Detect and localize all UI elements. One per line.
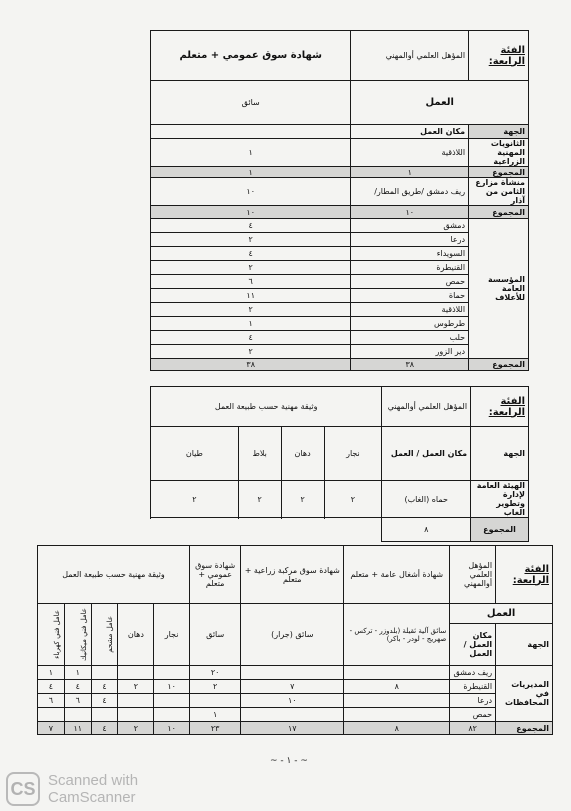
entity-header: الجهة <box>471 427 529 481</box>
trade-header: نجار <box>324 427 382 481</box>
total-value: ١٠ <box>151 206 351 219</box>
trade-header: عامل فني ميكانيك <box>79 608 88 661</box>
table-drivers-fourth-category <box>150 30 529 371</box>
entity-name: منشأة مزارع الثامن من آذار <box>469 178 529 206</box>
heavy-driver-header: سائق آلية ثقيلة (بلدوزر - تركس - صهريج - لودر - باكر) <box>344 604 450 666</box>
value-cell: ٢ <box>151 481 239 518</box>
trade-cell <box>91 708 118 722</box>
trade-header: دهان <box>118 604 154 666</box>
place-cell: حماه (الغاب) <box>382 481 471 518</box>
total-trade: ٢ <box>118 722 154 735</box>
certificate-header: شهادة سوق عمومي + متعلم <box>151 31 351 81</box>
general-cell: ٢ <box>189 680 240 694</box>
total-place: ٣٨ <box>351 359 469 371</box>
driver-header: سائق <box>151 81 351 125</box>
total-value: ٣٨ <box>151 359 351 371</box>
trade-cell <box>118 666 154 680</box>
total-heavy: ٨ <box>344 722 450 735</box>
trade-cell <box>154 708 190 722</box>
table-directorates <box>37 545 553 735</box>
scanner-line-2: CamScanner <box>48 789 136 806</box>
place-cell: حلب <box>351 331 469 345</box>
value-cell: ٢ <box>151 345 351 359</box>
entity-name: المديريات في المحافظات <box>496 666 553 722</box>
total-label: المجموع <box>496 722 553 735</box>
scanner-line-1: Scanned with <box>48 772 139 789</box>
value-cell: ٢ <box>151 261 351 275</box>
camscanner-logo-icon: CS <box>6 772 40 806</box>
trade-cell <box>154 666 190 680</box>
workplace-header: مكان العمل / العمل <box>382 427 471 481</box>
qualification-label: المؤهل العلمي أوالمهني <box>351 31 469 81</box>
trade-cell: ٤ <box>91 694 118 708</box>
place-cell: دير الزور <box>351 345 469 359</box>
entity-name: الهيئة العامة لإدارة وتطوير الغاب <box>471 481 529 518</box>
trade-cell: ٦ <box>64 694 91 708</box>
trade-cell: ٤ <box>91 680 118 694</box>
general-cell <box>189 694 240 708</box>
place-cell: طرطوس <box>351 317 469 331</box>
place-cell: ريف دمشق /طريق المطار/ <box>351 178 469 206</box>
entity-header: الجهة <box>469 125 529 139</box>
trade-header-cell <box>91 604 118 666</box>
place-cell: القنيطرة <box>351 261 469 275</box>
entity-header: الجهة <box>496 624 553 666</box>
place-cell: السويداء <box>351 247 469 261</box>
category-title: الفئة الرابعة: <box>496 546 553 604</box>
cert-general-header: شهادة سوق عمومي + متعلم <box>189 546 240 604</box>
heavy-cell <box>344 708 450 722</box>
place-cell: اللاذقية <box>351 139 469 167</box>
value-cell: ١ <box>151 139 351 167</box>
heavy-cell <box>344 666 450 680</box>
total-all: ٨٢ <box>450 722 496 735</box>
trade-header: عامل مشحم <box>106 616 115 653</box>
trade-cell <box>118 694 154 708</box>
agri-cell: ١٠ <box>241 694 344 708</box>
trade-header: بلاط <box>238 427 281 481</box>
total-trade: ٤ <box>91 722 118 735</box>
place-cell: القنيطرة <box>450 680 496 694</box>
value-cell: ٢ <box>324 481 382 518</box>
camscanner-watermark <box>48 772 138 806</box>
trade-cell: ٤ <box>38 680 65 694</box>
page-number: ~ - ١ - ~ <box>270 756 308 766</box>
value-cell: ٦ <box>151 275 351 289</box>
category-title: الفئة الرابعة: <box>471 387 529 427</box>
value-cell: ٢ <box>151 303 351 317</box>
value-cell: ١١ <box>151 289 351 303</box>
trade-header: دهان <box>281 427 324 481</box>
workplace-header: مكان العمل / العمل <box>450 624 496 666</box>
value-cell: ٤ <box>151 331 351 345</box>
trade-cell: ١ <box>64 666 91 680</box>
value-cell: ٤ <box>151 247 351 261</box>
qualification-label: المؤهل العلمي أوالمهني <box>382 387 471 427</box>
heavy-cell <box>344 694 450 708</box>
trade-cell: ١ <box>38 666 65 680</box>
value-cell: ٢ <box>281 481 324 518</box>
trade-header: نجار <box>154 604 190 666</box>
total-value: ١ <box>151 167 351 178</box>
trade-cell <box>154 694 190 708</box>
trade-header: طيان <box>151 427 239 481</box>
value-cell: ١٠ <box>151 178 351 206</box>
general-cell: ١ <box>189 708 240 722</box>
place-cell: دمشق <box>351 219 469 233</box>
total-label: المجموع <box>469 359 529 371</box>
driver-header: سائق <box>189 604 240 666</box>
value-cell: ٢ <box>151 233 351 247</box>
agri-cell: ٧ <box>241 680 344 694</box>
document-header: وثيقة مهنية حسب طبيعة العمل <box>151 387 382 427</box>
total-trade: ٧ <box>38 722 65 735</box>
total-general: ٢٣ <box>189 722 240 735</box>
general-cell: ٢٠ <box>189 666 240 680</box>
agri-cell <box>241 666 344 680</box>
table-professional-doc <box>150 386 529 542</box>
trade-header: عامل فني كهرباء <box>52 610 61 659</box>
total-place: ١ <box>351 167 469 178</box>
place-cell: حمص <box>351 275 469 289</box>
cert-agri-header: شهادة سوق مركبة زراعية + متعلم <box>241 546 344 604</box>
value-cell: ٢ <box>238 481 281 518</box>
place-cell: ريف دمشق <box>450 666 496 680</box>
trade-header-cell <box>64 604 91 666</box>
total-label: المجموع <box>471 518 529 542</box>
place-cell: درعا <box>450 694 496 708</box>
place-cell: درعا <box>351 233 469 247</box>
trade-cell <box>91 666 118 680</box>
value-cell: ١ <box>151 317 351 331</box>
qualification-label: المؤهل العلمي أوالمهني <box>450 546 496 604</box>
total-trade: ١١ <box>64 722 91 735</box>
value-cell: ٤ <box>151 219 351 233</box>
trade-cell <box>64 708 91 722</box>
total-agri: ١٧ <box>241 722 344 735</box>
workplace-header: مكان العمل <box>351 125 469 139</box>
trade-cell <box>118 708 154 722</box>
agri-cell <box>241 708 344 722</box>
total-label: المجموع <box>469 206 529 219</box>
total-place: ١٠ <box>351 206 469 219</box>
trade-cell: ٢ <box>118 680 154 694</box>
place-cell: اللاذقية <box>351 303 469 317</box>
total-value: ٨ <box>382 518 471 542</box>
tractor-driver-header: سائق (جرار) <box>241 604 344 666</box>
trade-cell: ٦ <box>38 694 65 708</box>
trade-header-cell <box>38 604 65 666</box>
total-trade: ١٠ <box>154 722 190 735</box>
trade-cell: ٤ <box>64 680 91 694</box>
work-header: العمل <box>351 81 529 125</box>
category-title: الفئة الرابعة: <box>469 31 529 81</box>
cert-heavy-header: شهادة أشغال عامة + متعلم <box>344 546 450 604</box>
heavy-cell: ٨ <box>344 680 450 694</box>
entity-name: المؤسسة العامة للأعلاف <box>469 219 529 359</box>
total-label: المجموع <box>469 167 529 178</box>
place-cell: حماة <box>351 289 469 303</box>
place-cell: حمص <box>450 708 496 722</box>
document-header: وثيقة مهنية حسب طبيعة العمل <box>38 546 190 604</box>
trade-cell: ١٠ <box>154 680 190 694</box>
work-header: العمل <box>450 604 553 624</box>
entity-name: الثانويات المهنية الزراعية <box>469 139 529 167</box>
trade-cell <box>38 708 65 722</box>
